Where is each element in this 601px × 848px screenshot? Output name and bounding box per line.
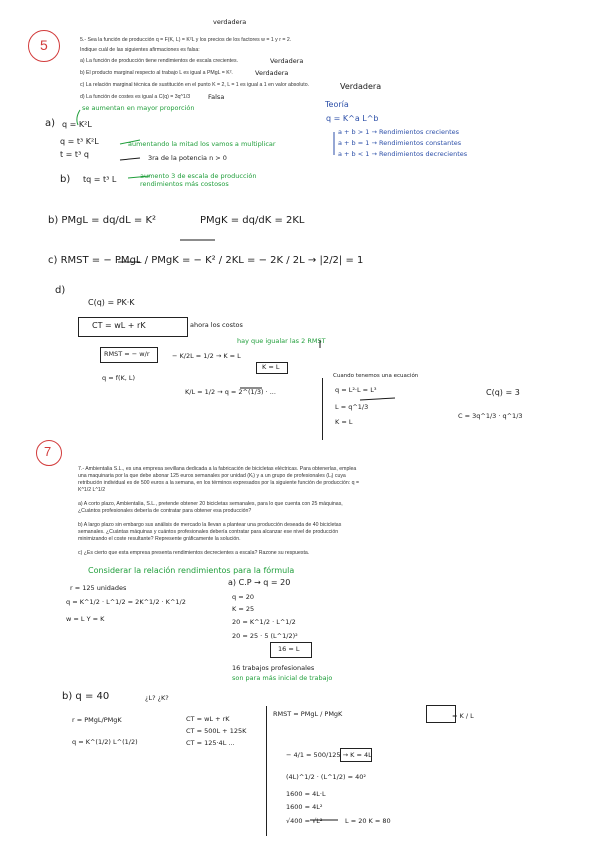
p7-d2: q = K^1/2 · L^1/2 = 2K^1/2 · K^1/2 bbox=[66, 598, 186, 606]
p7-b12: √400 = √L² bbox=[286, 817, 323, 825]
frac2: K/L = 1/2 → q = 2^(1/3) · ... bbox=[185, 388, 276, 396]
problem-7-statement: 7.- Ambientalia S.L., es una empresa sevillana dedicada a la fabricación de bicicletas eléctricas. Para obtenerlas, emplea una maquinaria por la que debe abonar 125 euros semanales por unidad (Kᵢ) y a un grupo de profesionales (Lᵢ) cuya retribución individual es de 500 euros a la semana, en los términos expresados por la siguiente función de producción: q = K^1/2 L^1/2 bbox=[78, 466, 360, 493]
problem-5-number: 5 bbox=[40, 37, 48, 53]
p7-b5: CT = 125·4L ... bbox=[186, 739, 235, 747]
p7-a7: 16 trabajos profesionales bbox=[232, 664, 315, 672]
option-c-verdadera: Verdadera bbox=[340, 82, 382, 91]
p7-a2: q = 20 bbox=[232, 593, 254, 601]
problem-5-instruction: Indique cuál de las siguientes afirmaciones es falsa: bbox=[80, 47, 200, 53]
a-eq1: q = K²L bbox=[62, 120, 92, 129]
p7-a4: 20 = K^1/2 · L^1/2 bbox=[232, 618, 296, 626]
problem-7-number: 7 bbox=[44, 444, 52, 459]
option-b: b) El producto marginal respecto al trabajo L es igual a PMgL = K². bbox=[80, 70, 233, 76]
d-box-note: ahora los costos bbox=[190, 321, 243, 329]
b-label-5: b) bbox=[60, 174, 71, 185]
b-eq-5: tq = t³ L bbox=[83, 175, 117, 184]
option-a-note: Verdadera bbox=[270, 57, 304, 65]
p7-b6: RMST = PMgL / PMgK bbox=[273, 710, 343, 718]
option-d-note: Falsa bbox=[208, 93, 225, 101]
a-eq3: t = t³ q bbox=[60, 150, 89, 159]
side-l1: q = L²·L = L³ bbox=[335, 386, 377, 394]
p7-a3: K = 25 bbox=[232, 605, 255, 613]
k-equals-l: K = L bbox=[262, 363, 280, 371]
p7-b2: q = K^(1/2) L^(1/2) bbox=[72, 738, 138, 746]
d-box-text: CT = wL + rK bbox=[92, 321, 146, 330]
d-green: hay que igualar las 2 RMST bbox=[237, 337, 326, 345]
p7-b-q: ¿L? ¿K? bbox=[145, 694, 169, 702]
p7-a6: 16 = L bbox=[278, 645, 300, 653]
side-l3: K = L bbox=[335, 418, 353, 426]
rmst: c) RMST = − PMgL / PMgK = − K² / 2KL = − 2K / 2L → |2/2| = 1 bbox=[48, 255, 364, 266]
p7-b8: − 4/1 = 500/125 → K = 4L bbox=[286, 751, 372, 759]
side-t1: Cuando tenemos una ecuación bbox=[333, 373, 419, 379]
pmgk: PMgK = dq/dK = 2KL bbox=[200, 215, 305, 226]
problem-5-statement: 5.- Sea la función de producción q = F(K, L) = K²L y los precios de los factores w = 1 y r = 2. bbox=[80, 37, 292, 43]
p7-b10: 1600 = 4L·L bbox=[286, 790, 326, 798]
teoria-eq: q = K^a L^b bbox=[326, 114, 379, 123]
teoria-l1: a + b > 1 → Rendimientos crecientes bbox=[338, 128, 460, 136]
a-label: a) bbox=[45, 118, 56, 129]
p7-a5: 20 = 25 · 5 (L^1/2)² bbox=[232, 632, 298, 640]
a-eq3-note: 3ra de la potencia n > 0 bbox=[148, 154, 227, 162]
p7-b1: r = PMgL/PMgK bbox=[72, 716, 122, 724]
side-r2: C = 3q^1/3 · q^1/3 bbox=[458, 412, 523, 420]
problem-7-c: c) ¿Es cierto que esta empresa presenta rendimientos decrecientes a escala? Razone su respuesta. bbox=[78, 550, 310, 556]
problem-7-b: b) A largo plazo sin embargo sus análisis de mercado la llevan a plantear una producción deseada de 40 bicicletas semanales. ¿Cuántas máquinas y cuántos profesionales debería contratar para alcanzar ese nivel de producción minimizando el coste resultante? Represente gráficamente la solución. bbox=[78, 522, 342, 542]
p7-a-green: son para más inicial de trabajo bbox=[232, 674, 333, 682]
rmst2: RMST = − w/r bbox=[104, 350, 150, 358]
option-d: d) La función de costes es igual a C(q) = 3q^1/3 bbox=[80, 94, 191, 100]
option-b-note: Verdadera bbox=[255, 69, 289, 77]
p7-b13: L = 20 K = 80 bbox=[345, 817, 391, 825]
teoria-title: Teoría bbox=[325, 100, 349, 109]
a-green-arrow: aumentando la mitad los vamos a multiplicar bbox=[128, 140, 276, 148]
p7-b7: = K / L bbox=[452, 712, 474, 720]
a-green-top: se aumentan en mayor proporción bbox=[82, 104, 195, 112]
p7-green-title: Considerar la relación rendimientos para la fórmula bbox=[88, 566, 295, 575]
p7-b4: CT = 500L + 125K bbox=[186, 727, 247, 735]
p7-b11: 1600 = 4L² bbox=[286, 803, 323, 811]
side-l2: L = q^1/3 bbox=[335, 403, 369, 411]
note-verdadera-top: verdadera bbox=[213, 18, 247, 26]
q-eq: q = f(K, L) bbox=[102, 374, 136, 382]
d-ct: C(q) = PK·K bbox=[88, 298, 135, 307]
p7-b-label: b) q = 40 bbox=[62, 691, 110, 702]
frac1: − K/2L = 1/2 → K = L bbox=[172, 352, 241, 360]
p7-b3: CT = wL + rK bbox=[186, 715, 230, 723]
option-a: a) La función de producción tiene rendimientos de escala crecientes. bbox=[80, 58, 239, 64]
teoria-l3: a + b < 1 → Rendimientos decrecientes bbox=[338, 150, 468, 158]
teoria-l2: a + b = 1 → Rendimientos constantes bbox=[338, 139, 462, 147]
problem-7-a: a) A corto plazo, Ambientalia, S.L., pretende obtener 20 bicicletas semanales, para lo que cuenta con 25 máquinas, ¿Cuántos profesionales debería de contratar para obtener esa producción? bbox=[78, 501, 343, 514]
side-r1: C(q) = 3 bbox=[486, 388, 520, 397]
pmgl: b) PMgL = dq/dL = K² bbox=[48, 215, 157, 226]
p7-b9: (4L)^1/2 · (L^1/2) = 40² bbox=[286, 773, 366, 781]
b-green-5: aumento 3 de escala de producción rendimientos más costosos bbox=[140, 172, 257, 188]
option-c: c) La relación marginal técnica de sustitución en el punto K = 2, L = 1 es igual a 1 en valor absoluto. bbox=[80, 82, 310, 88]
d-label: d) bbox=[55, 285, 66, 296]
a-eq2: q = t³ K²L bbox=[60, 137, 99, 146]
p7-a1: a) C.P → q = 20 bbox=[228, 578, 291, 587]
p7-d1: r = 125 unidades bbox=[70, 584, 127, 592]
p7-d3: w = L Y = K bbox=[66, 615, 105, 623]
